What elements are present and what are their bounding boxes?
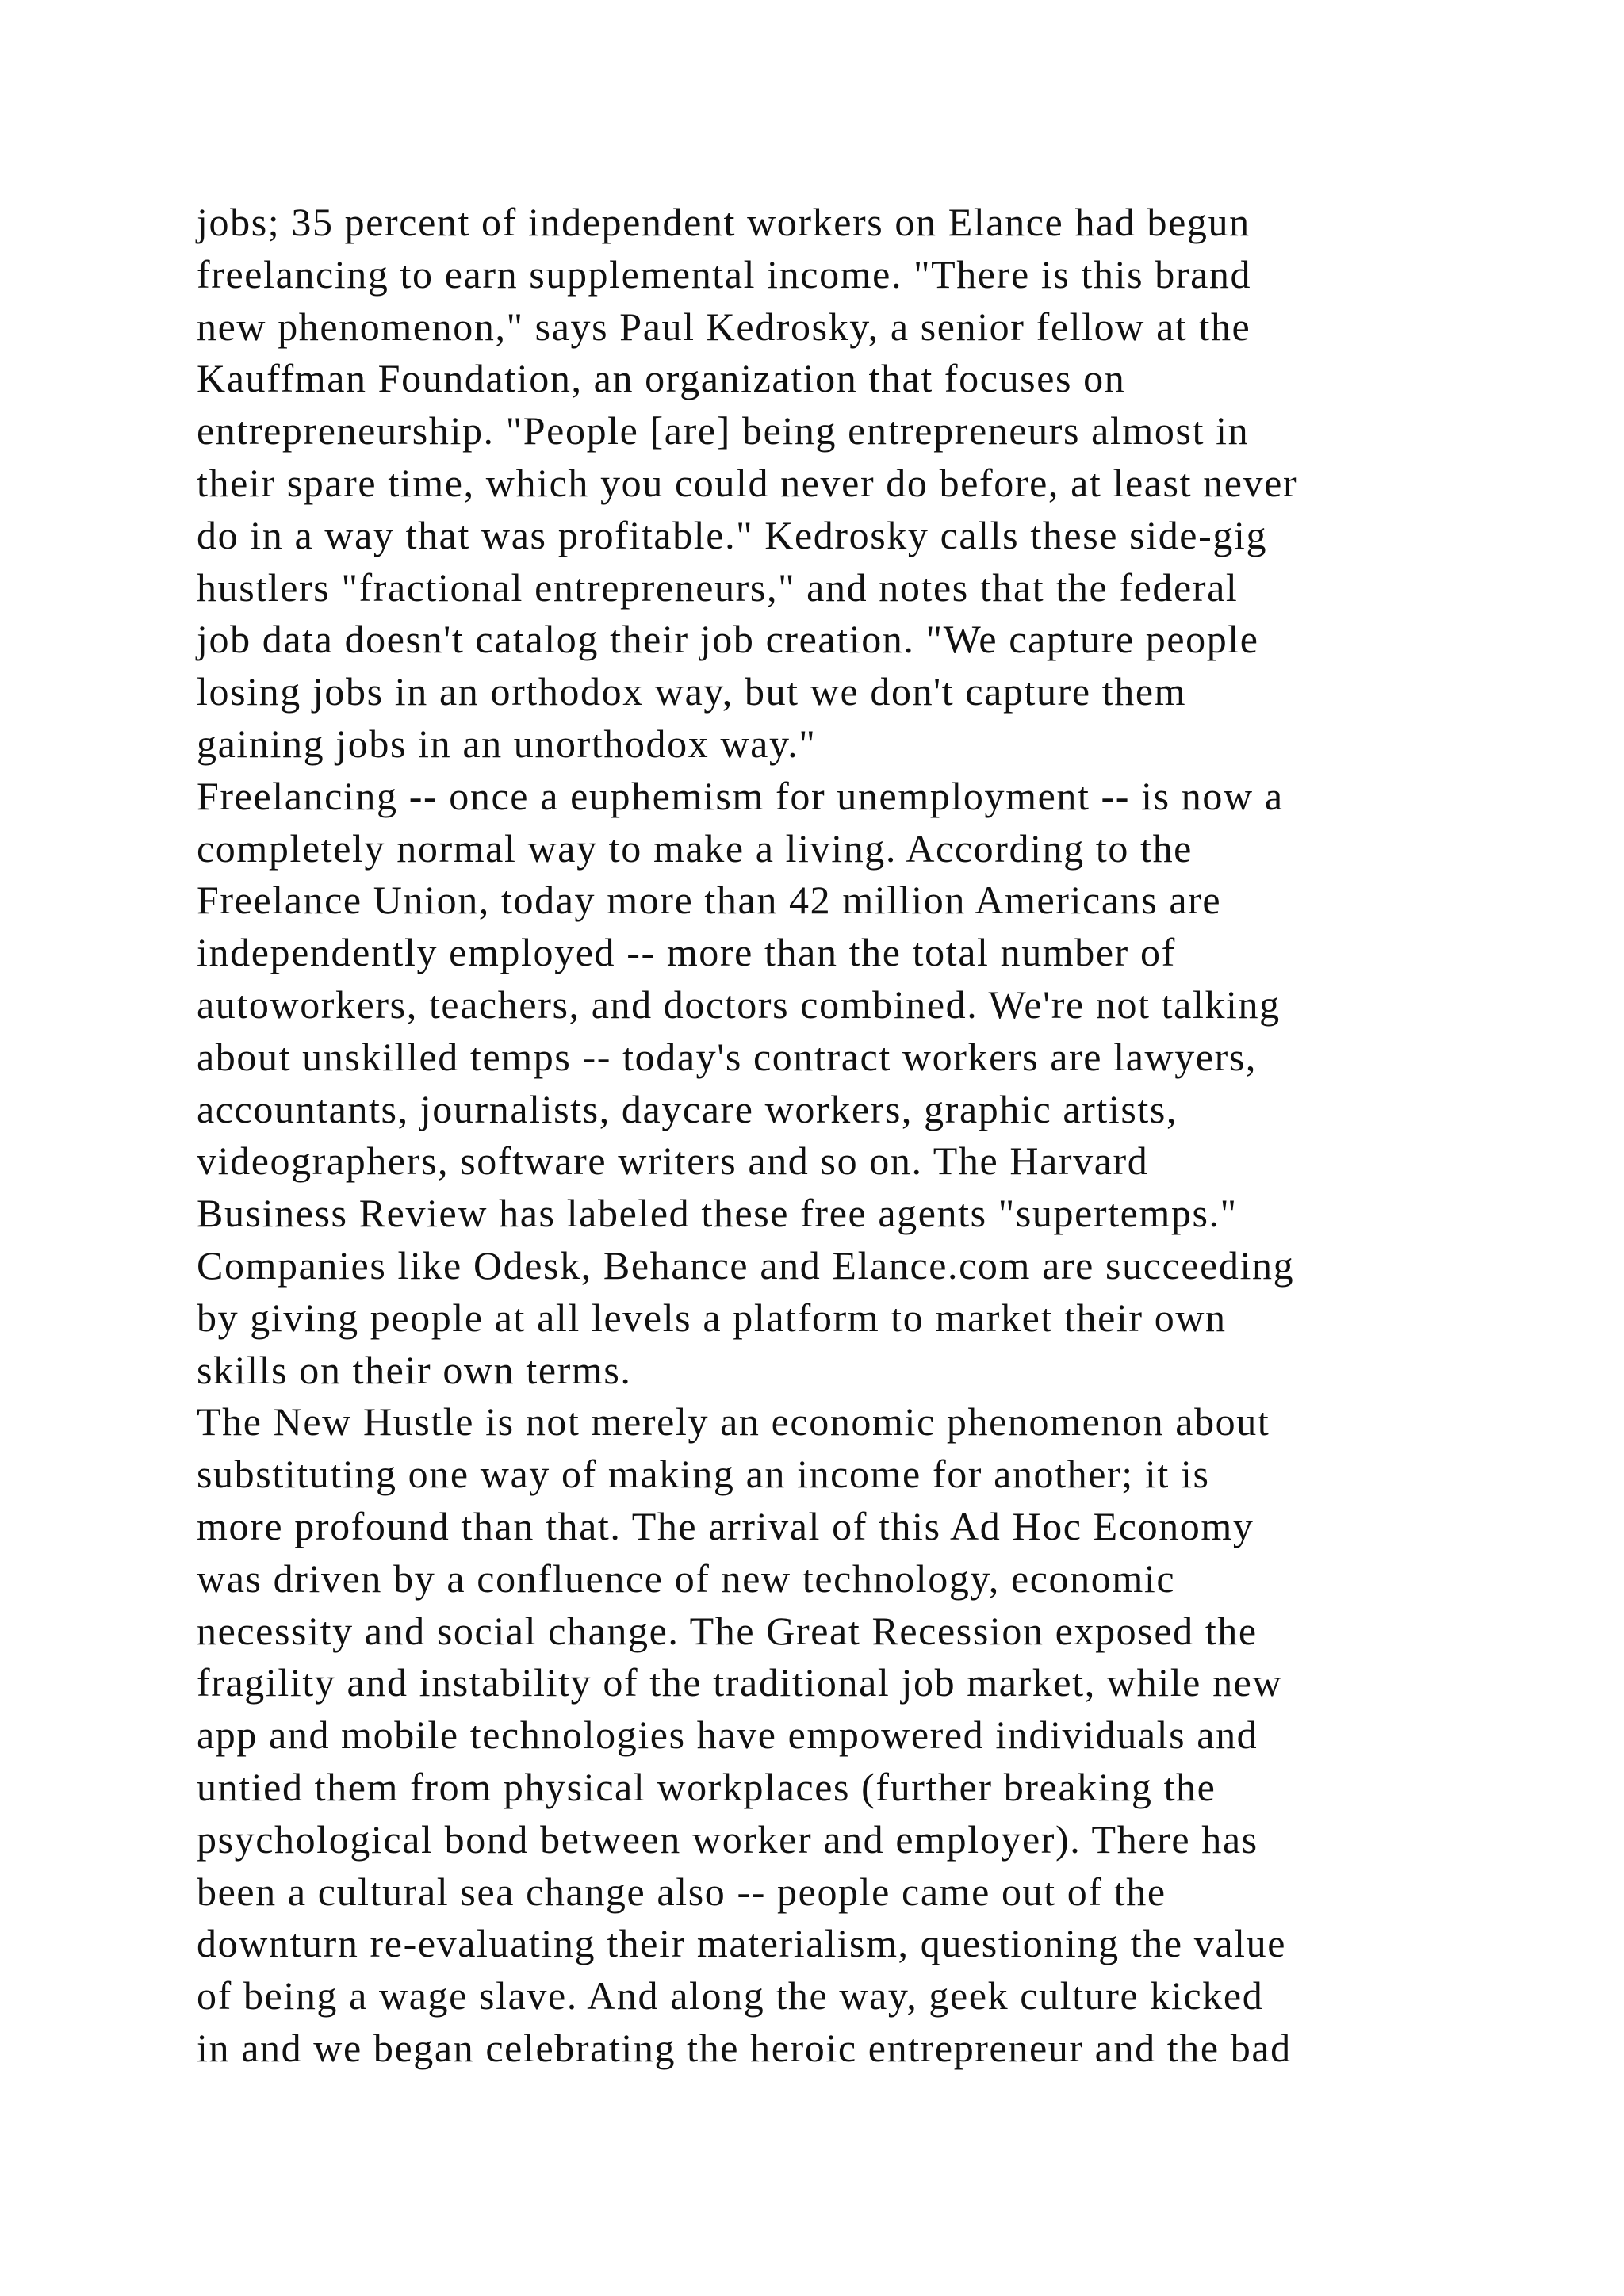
text-line: Freelance Union, today more than 42 million Americans are — [197, 878, 1222, 923]
text-line: completely normal way to make a living. According to the — [197, 825, 1193, 871]
text-line: losing jobs in an orthodox way, but we don't capture them — [197, 669, 1187, 714]
text-line: gaining jobs in an unorthodox way." — [197, 721, 817, 766]
text-line: videographers, software writers and so on. The Harvard — [197, 1138, 1149, 1184]
text-line: jobs; 35 percent of independent workers on Elance had begun — [197, 200, 1251, 244]
text-line: about unskilled temps -- today's contract workers are lawyers, — [197, 1034, 1257, 1079]
text-line: substituting one way of making an income for another; it is — [197, 1452, 1210, 1497]
body-text — [197, 197, 1529, 2075]
text-line: autoworkers, teachers, and doctors combined. We're not talking — [197, 982, 1281, 1027]
text-line: been a cultural sea change also -- people came out of the — [197, 1869, 1166, 1914]
text-line: psychological bond between worker and employer). There has — [197, 1816, 1258, 1862]
text-line: skills on their own terms. — [197, 1347, 632, 1392]
text-line: do in a way that was profitable." Kedrosky calls these side-gig — [197, 512, 1268, 557]
text-line: more profound than that. The arrival of this Ad Hoc Economy — [197, 1503, 1254, 1548]
text-line: downturn re-evaluating their materialism, questioning the value — [197, 1921, 1287, 1966]
text-line: fragility and instability of the traditional job market, while new — [197, 1660, 1283, 1705]
text-line: job data doesn't catalog their job creation. "We capture people — [197, 617, 1259, 662]
text-line: Freelancing -- once a euphemism for unemployment -- is now a — [197, 773, 1284, 818]
text-line: independently employed -- more than the total number of — [197, 930, 1176, 975]
text-line: Companies like Odesk, Behance and Elance.com are succeeding — [197, 1242, 1295, 1288]
text-line: their spare time, which you could never do before, at least never — [197, 460, 1298, 505]
text-line: was driven by a confluence of new technology, economic — [197, 1556, 1176, 1601]
text-line: untied them from physical workplaces (further breaking the — [197, 1764, 1216, 1809]
text-line: new phenomenon," says Paul Kedrosky, a senior fellow at the — [197, 304, 1251, 349]
text-line: freelancing to earn supplemental income. "There is this brand — [197, 251, 1252, 297]
text-line: Business Review has labeled these free agents "supertemps." — [197, 1191, 1238, 1236]
text-line: hustlers "fractional entrepreneurs," and notes that the federal — [197, 564, 1239, 610]
text-line: of being a wage slave. And along the way, geek culture kicked — [197, 1973, 1264, 2019]
text-line: by giving people at all levels a platform to market their own — [197, 1295, 1227, 1340]
text-line: necessity and social change. The Great Recession exposed the — [197, 1608, 1258, 1653]
text-line: accountants, journalists, daycare workers, graphic artists, — [197, 1086, 1178, 1131]
text-line: The New Hustle is not merely an economic phenomenon about — [197, 1399, 1270, 1445]
text-line: app and mobile technologies have empowered individuals and — [197, 1712, 1258, 1758]
text-line: entrepreneurship. "People [are] being entrepreneurs almost in — [197, 408, 1250, 453]
text-line: Kauffman Foundation, an organization that focuses on — [197, 356, 1126, 401]
text-line: in and we began celebrating the heroic entrepreneur and the bad — [197, 2025, 1292, 2070]
